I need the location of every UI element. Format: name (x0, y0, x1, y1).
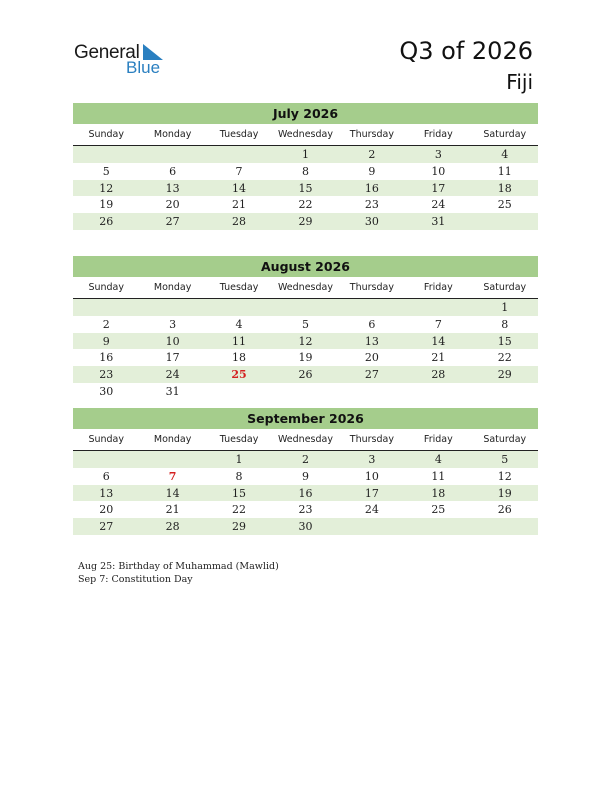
week-row (73, 518, 538, 535)
day-cell: 4 (501, 148, 509, 161)
day-cell: 12 (497, 469, 512, 483)
day-cell: 16 (364, 181, 379, 195)
day-cell: 6 (169, 164, 177, 178)
day-cell (472, 213, 538, 230)
week-row (73, 163, 538, 180)
day-cell: 4 (235, 317, 243, 331)
day-cell: 28 (165, 520, 180, 534)
day-cell: 1 (301, 148, 309, 161)
weekday-label: Wednesday (277, 129, 333, 140)
day-cell: 15 (298, 181, 313, 195)
holiday-day-cell: 25 (231, 368, 247, 382)
day-cell: 7 (434, 317, 442, 331)
logo-text-general: General (74, 42, 140, 63)
day-cell (73, 299, 139, 316)
page-title: Q3 of 2026 (399, 37, 533, 65)
weekday-label: Monday (153, 282, 192, 293)
weekday-header-row (73, 280, 538, 299)
day-cell (206, 383, 272, 400)
day-cell (272, 299, 338, 316)
day-cell: 17 (165, 351, 180, 365)
day-cell (139, 451, 205, 468)
weekday-label: Saturday (483, 129, 527, 140)
weekday-header-row (73, 432, 538, 451)
day-cell: 24 (364, 503, 379, 517)
day-cell: 5 (102, 164, 110, 178)
day-cell (405, 383, 471, 400)
day-cell (73, 146, 139, 163)
day-cell: 18 (232, 351, 247, 365)
week-row (73, 299, 538, 316)
day-cell: 1 (501, 301, 509, 314)
week-row (73, 180, 538, 197)
weekday-label: Tuesday (219, 282, 259, 293)
weekday-label: Saturday (483, 434, 527, 445)
day-cell: 9 (102, 334, 110, 348)
day-cell: 28 (431, 368, 446, 382)
day-cell: 26 (99, 215, 114, 229)
week-row (73, 333, 538, 350)
day-cell: 6 (368, 317, 376, 331)
day-cell: 23 (298, 503, 313, 517)
day-cell (472, 518, 538, 535)
holiday-day-cell: 7 (168, 469, 177, 483)
day-cell: 12 (99, 181, 114, 195)
day-cell: 3 (368, 453, 376, 466)
week-row (73, 366, 538, 383)
week-row (73, 213, 538, 230)
holiday-note: Aug 25: Birthday of Muhammad (Mawlid) (78, 561, 279, 572)
day-cell (472, 383, 538, 400)
day-cell: 20 (364, 351, 379, 365)
day-cell: 9 (368, 164, 376, 178)
weekday-label: Tuesday (219, 129, 259, 140)
day-cell: 15 (232, 486, 247, 500)
day-cell: 20 (165, 198, 180, 212)
month-calendar (73, 103, 538, 230)
day-cell (405, 518, 471, 535)
day-cell: 23 (364, 198, 379, 212)
day-cell: 16 (298, 486, 313, 500)
day-cell (206, 299, 272, 316)
brand-logo (74, 42, 174, 78)
day-cell: 30 (99, 384, 114, 398)
day-cell (272, 383, 338, 400)
day-cell: 13 (99, 486, 114, 500)
day-cell (339, 518, 405, 535)
weekday-label: Monday (153, 129, 192, 140)
day-cell: 5 (301, 317, 309, 331)
day-cell: 13 (165, 181, 180, 195)
day-cell: 21 (232, 198, 247, 212)
day-cell: 18 (431, 486, 446, 500)
holiday-notes (78, 560, 279, 586)
day-cell: 29 (497, 368, 512, 382)
day-cell (139, 146, 205, 163)
weekday-label: Monday (153, 434, 192, 445)
day-cell: 22 (298, 198, 313, 212)
weekday-label: Thursday (349, 434, 394, 445)
day-cell: 14 (431, 334, 446, 348)
day-cell: 21 (165, 503, 180, 517)
week-row (73, 196, 538, 213)
day-cell (206, 146, 272, 163)
day-cell: 18 (497, 181, 512, 195)
day-cell: 13 (364, 334, 379, 348)
day-cell: 2 (368, 148, 376, 161)
day-cell: 3 (169, 317, 177, 331)
country-name: Fiji (506, 70, 533, 94)
weekday-label: Sunday (88, 129, 124, 140)
day-cell: 16 (99, 351, 114, 365)
day-cell: 3 (434, 148, 442, 161)
day-cell: 8 (501, 317, 509, 331)
week-row (73, 451, 538, 468)
day-cell (73, 451, 139, 468)
weekday-label: Wednesday (277, 434, 333, 445)
day-cell: 27 (165, 215, 180, 229)
month-title: September 2026 (73, 408, 538, 429)
weekday-label: Friday (423, 129, 453, 140)
day-cell: 29 (298, 215, 313, 229)
day-cell (405, 299, 471, 316)
day-cell: 6 (102, 469, 110, 483)
day-cell: 30 (298, 520, 313, 534)
day-cell: 19 (497, 486, 512, 500)
day-cell: 21 (431, 351, 446, 365)
weekday-header-row (73, 127, 538, 146)
day-cell: 7 (235, 164, 243, 178)
month-title: July 2026 (73, 103, 538, 124)
day-cell: 31 (431, 215, 446, 229)
day-cell: 10 (431, 164, 446, 178)
weekday-label: Friday (423, 434, 453, 445)
day-cell: 9 (301, 469, 309, 483)
day-cell (139, 299, 205, 316)
day-cell: 22 (497, 351, 512, 365)
day-cell: 17 (364, 486, 379, 500)
week-row (73, 485, 538, 502)
day-cell: 27 (99, 520, 114, 534)
day-cell: 28 (232, 215, 247, 229)
day-cell: 10 (364, 469, 379, 483)
day-cell: 19 (298, 351, 313, 365)
day-cell: 8 (301, 164, 309, 178)
logo-text-blue: Blue (126, 58, 161, 77)
day-cell: 26 (298, 368, 313, 382)
day-cell: 8 (235, 469, 243, 483)
weekday-label: Sunday (88, 434, 124, 445)
day-cell (339, 299, 405, 316)
day-cell: 27 (364, 368, 379, 382)
week-row (73, 383, 538, 400)
week-row (73, 349, 538, 366)
weekday-label: Friday (423, 282, 453, 293)
day-cell: 31 (165, 384, 180, 398)
day-cell: 24 (165, 368, 180, 382)
day-cell: 11 (431, 469, 446, 483)
weekday-label: Thursday (349, 282, 394, 293)
week-row (73, 501, 538, 518)
weekday-label: Thursday (349, 129, 394, 140)
day-cell: 22 (232, 503, 247, 517)
day-cell: 25 (431, 503, 446, 517)
day-cell: 2 (301, 453, 309, 466)
day-cell: 2 (102, 317, 110, 331)
day-cell: 5 (501, 453, 509, 466)
day-cell: 30 (364, 215, 379, 229)
weekday-label: Saturday (483, 282, 527, 293)
day-cell: 24 (431, 198, 446, 212)
month-title: August 2026 (73, 256, 538, 277)
day-cell: 11 (232, 334, 247, 348)
day-cell: 25 (497, 198, 512, 212)
week-row (73, 468, 538, 485)
day-cell: 15 (497, 334, 512, 348)
day-cell: 20 (99, 503, 114, 517)
weekday-label: Sunday (88, 282, 124, 293)
week-row (73, 146, 538, 163)
day-cell: 26 (497, 503, 512, 517)
day-cell: 11 (497, 164, 512, 178)
weekday-label: Wednesday (277, 282, 333, 293)
month-calendar (73, 256, 538, 400)
day-cell: 4 (434, 453, 442, 466)
day-cell: 10 (165, 334, 180, 348)
day-cell: 1 (235, 453, 243, 466)
month-calendar (73, 408, 538, 535)
day-cell: 23 (99, 368, 114, 382)
day-cell: 14 (165, 486, 180, 500)
day-cell: 14 (232, 181, 247, 195)
day-cell: 12 (298, 334, 313, 348)
day-cell: 29 (232, 520, 247, 534)
day-cell: 17 (431, 181, 446, 195)
day-cell (339, 383, 405, 400)
day-cell: 19 (99, 198, 114, 212)
weekday-label: Tuesday (219, 434, 259, 445)
holiday-note: Sep 7: Constitution Day (78, 574, 193, 585)
week-row (73, 316, 538, 333)
